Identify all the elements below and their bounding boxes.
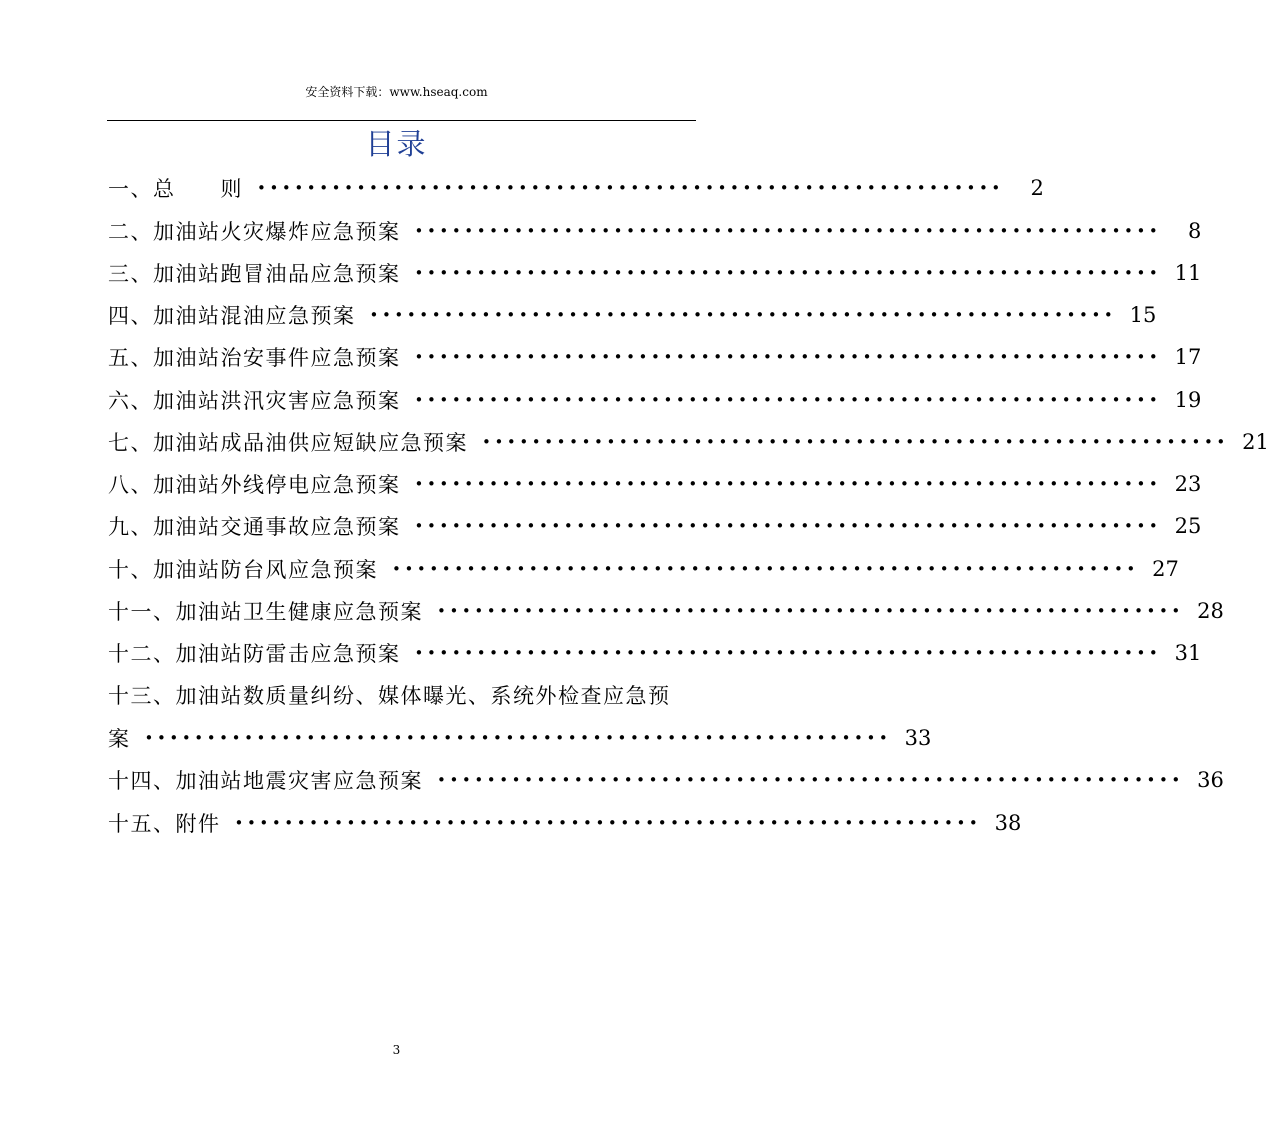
dot-leader: •••••••••••••••••••••••••••••••••••••••••••••••••••••••••••• xyxy=(369,306,1117,324)
toc-entry-label: 十一、加油站卫生健康应急预案 xyxy=(108,600,423,624)
toc-entry-label: 十四、加油站地震灾害应急预案 xyxy=(108,769,423,793)
toc-entry-page: 19 xyxy=(1174,388,1202,412)
toc-entry-label: 四、加油站混油应急预案 xyxy=(108,304,356,328)
toc-entry-label: 五、加油站治安事件应急预案 xyxy=(108,346,401,370)
toc-entry-label: 九、加油站交通事故应急预案 xyxy=(108,515,401,539)
toc-entry-page: 31 xyxy=(1174,641,1202,665)
toc-entry-page: 11 xyxy=(1174,261,1202,285)
header-rule xyxy=(107,120,696,121)
toc-entry[interactable] xyxy=(108,511,1202,541)
toc-entry-label: 十、加油站防台风应急预案 xyxy=(108,558,378,582)
toc-entry[interactable] xyxy=(108,427,1269,457)
toc-entry[interactable] xyxy=(108,173,1044,203)
toc-entry-page: 8 xyxy=(1187,219,1202,243)
toc-entry-label: 二、加油站火灾爆炸应急预案 xyxy=(108,220,401,244)
dot-leader: •••••••••••••••••••••••••••••••••••••••••••••••••••••••••••• xyxy=(414,348,1162,366)
toc-entry-page: 2 xyxy=(1030,176,1044,200)
page-number: 3 xyxy=(392,1043,401,1057)
toc-entry-label: 八、加油站外线停电应急预案 xyxy=(108,473,401,497)
toc-entry[interactable] xyxy=(108,765,1224,795)
toc-entry-13-line1[interactable]: 十三、加油站数质量纠纷、媒体曝光、系统外检查应急预 xyxy=(108,684,671,708)
dot-leader: •••••••••••••••••••••••••••••••••••••••••••••••••••••••••••• xyxy=(437,602,1184,620)
toc-entry-label: 六、加油站洪汛灾害应急预案 xyxy=(108,389,401,413)
toc-entry[interactable] xyxy=(108,554,1179,584)
dot-leader: •••••••••••••••••••••••••••••••••••••••••••••••••••••••••••• xyxy=(414,644,1162,662)
toc-entry-page: 15 xyxy=(1129,303,1157,327)
dot-leader: •••••••••••••••••••••••••••••••••••••••••••••••••••••••••••• xyxy=(437,771,1184,789)
toc-entry-label: 七、加油站成品油供应短缺应急预案 xyxy=(108,431,468,455)
toc-entry[interactable] xyxy=(108,723,932,753)
toc-entry[interactable] xyxy=(108,216,1202,246)
dot-leader: •••••••••••••••••••••••••••••••••••••••••••••••••••••••••••• xyxy=(414,517,1162,535)
toc-title: 目录 xyxy=(365,127,428,161)
toc-entry-page: 17 xyxy=(1174,345,1202,369)
toc-entry-page: 33 xyxy=(904,726,932,750)
toc-entry-page: 23 xyxy=(1174,472,1202,496)
toc-entry-page: 38 xyxy=(994,811,1022,835)
toc-entry-page: 36 xyxy=(1197,768,1224,792)
toc-entry-label: 案 xyxy=(108,727,131,751)
dot-leader: •••••••••••••••••••••••••••••••••••••••••••••••••••••••••••• xyxy=(234,814,982,832)
toc-entry-label: 一、总 则 xyxy=(108,177,243,201)
toc-entry-label: 十五、附件 xyxy=(108,812,221,836)
toc-entry-page: 27 xyxy=(1152,557,1179,581)
toc-entry[interactable] xyxy=(108,342,1202,372)
toc-entry[interactable] xyxy=(108,596,1224,626)
dot-leader: •••••••••••••••••••••••••••••••••••••••••••••••••••••••••••• xyxy=(414,222,1162,240)
toc-entry-page: 28 xyxy=(1197,599,1224,623)
toc-entry[interactable] xyxy=(108,469,1202,499)
dot-leader: •••••••••••••••••••••••••••••••••••••••••••••••••••••••••••• xyxy=(414,264,1162,282)
toc-entry[interactable] xyxy=(108,385,1202,415)
toc-entry[interactable] xyxy=(108,808,1022,838)
page-header: 安全资料下载：www.hseaq.com xyxy=(305,85,488,99)
dot-leader: •••••••••••••••••••••••••••••••••••••••••••••••••••••••••••• xyxy=(414,475,1162,493)
toc-entry-label: 十二、加油站防雷击应急预案 xyxy=(108,642,401,666)
toc-entry[interactable] xyxy=(108,300,1157,330)
dot-leader: •••••••••••••••••••••••••••••••••••••••••••••••••••••••••••• xyxy=(257,179,1004,197)
toc-entry-page: 21 xyxy=(1242,430,1269,454)
toc-entry[interactable] xyxy=(108,638,1202,668)
toc-entry-page: 25 xyxy=(1174,514,1202,538)
dot-leader: •••••••••••••••••••••••••••••••••••••••••••••••••••••••••••• xyxy=(144,729,892,747)
toc-entry[interactable] xyxy=(108,258,1202,288)
dot-leader: •••••••••••••••••••••••••••••••••••••••••••••••••••••••••••• xyxy=(414,391,1162,409)
dot-leader: •••••••••••••••••••••••••••••••••••••••••••••••••••••••••••• xyxy=(392,560,1139,578)
toc-entry-label: 三、加油站跑冒油品应急预案 xyxy=(108,262,401,286)
dot-leader: •••••••••••••••••••••••••••••••••••••••••••••••••••••••••••• xyxy=(482,433,1229,451)
